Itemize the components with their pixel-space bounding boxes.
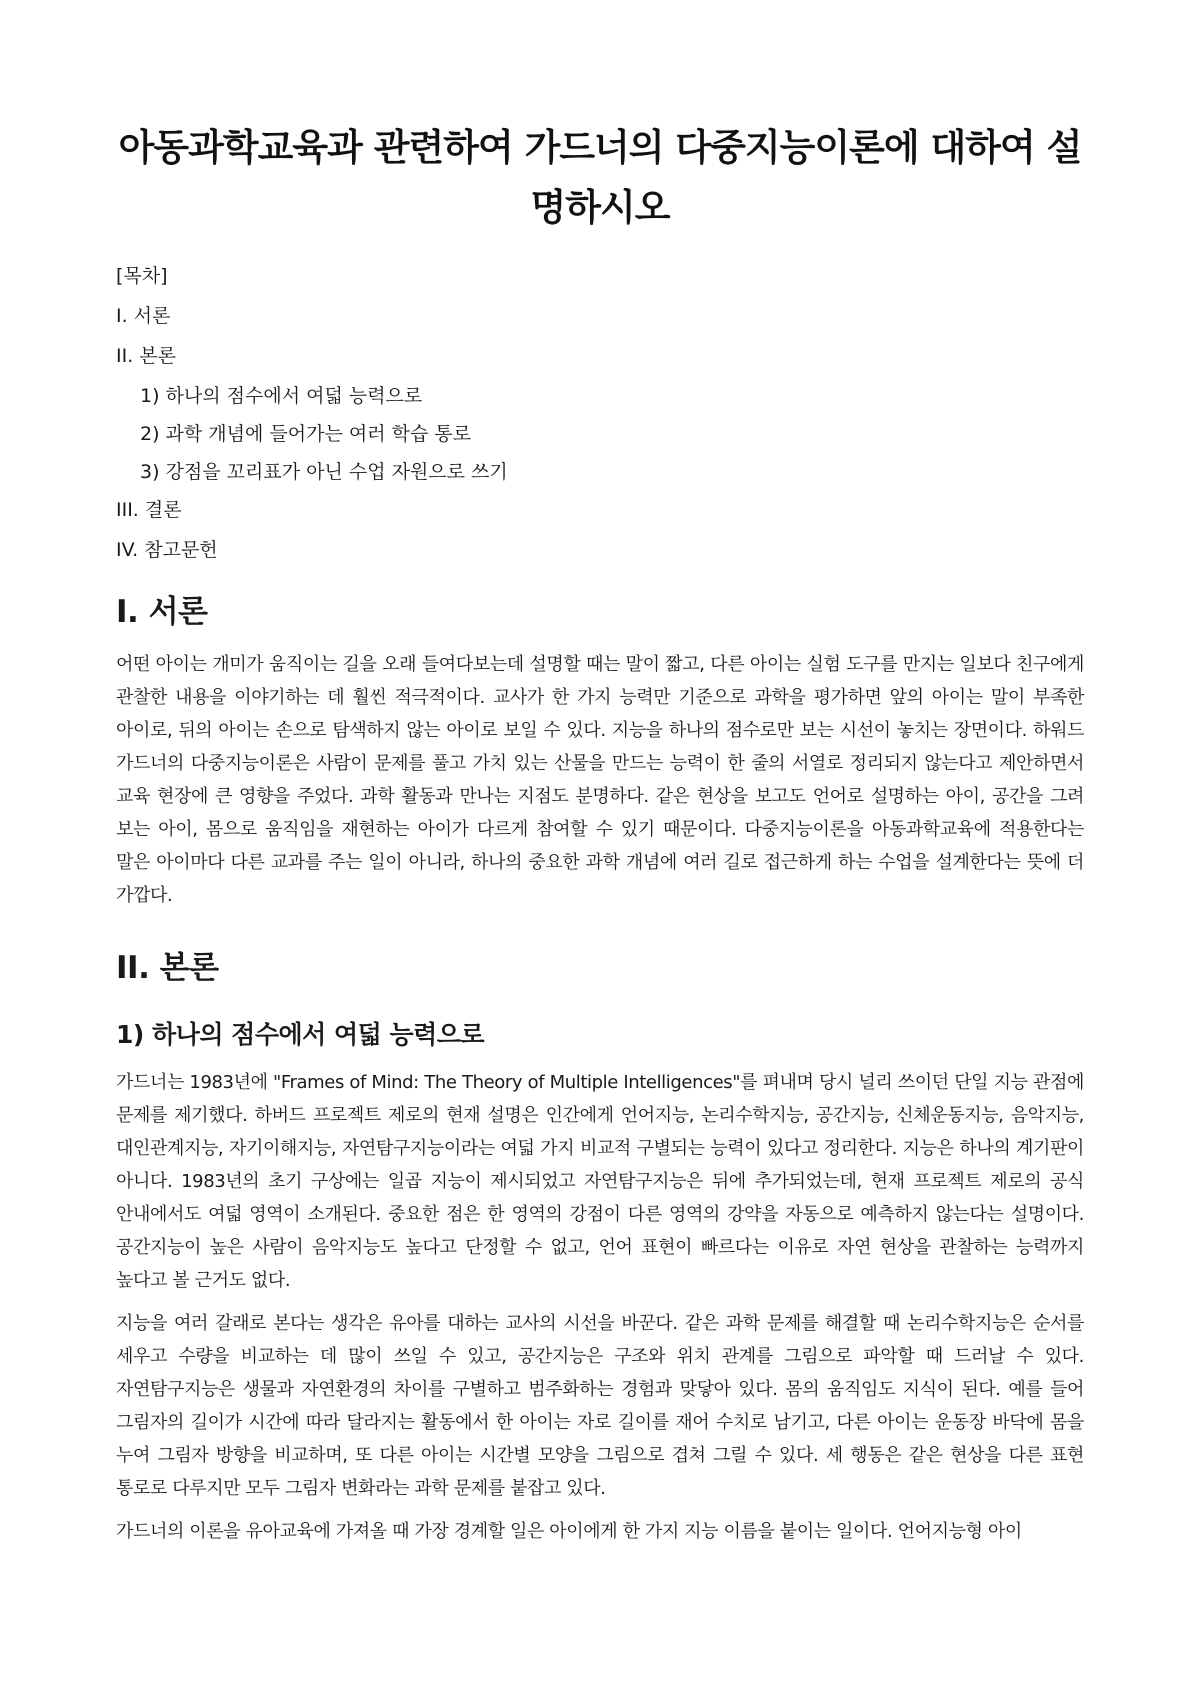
- toc-item-body-2: 2) 과학 개념에 들어가는 여러 학습 통로: [140, 423, 472, 445]
- toc-item-body-3: 3) 강점을 꼬리표가 아닌 수업 자원으로 쓰기: [140, 461, 508, 483]
- body-paragraph: 가드너는 1983년에 "Frames of Mind: The Theory of Multiple Intelligences"를 펴내며 당시 널리 쓰이던 단일 지능 관점에 문제를 제기했다. 하버드 프로젝트 제로의 현재 설명은 인간에게 언어지능, 논리수학지능, 공간지능, 신체운동지능, 음악지능, 대인관계지능, 자기이해지능, 자연탐구지능이라는 여덟 가지 비교적 구별되는 능력이 있다고 정리한다. 지능은 하나의 계기판이 아니다. 1983년의 초기 구상에는 일곱 지능이 제시되었고 자연탐구지능은 뒤에 추가되었는데, 현재 프로젝트 제로의 공식 안내에서도 여덟 영역이 소개된다. 중요한 점은 한 영역의 강점이 다른 영역의 강약을 자동으로 예측하지 않는다는 설명이다. 공간지능이 높은 사람이 음악지능도 높다고 단정할 수 없고, 언어 표현이 빠르다는 이유로 자연 현상을 관찰하는 능력까지 높다고 볼 근거도 없다.: [116, 1072, 1084, 1291]
- toc-item-body: II. 본론: [116, 345, 176, 367]
- table-of-contents: [116, 264, 1084, 562]
- body-paragraph: 지능을 여러 갈래로 본다는 생각은 유아를 대하는 교사의 시선을 바꾼다. 같은 과학 문제를 해결할 때 논리수학지능은 순서를 세우고 수량을 비교하는 데 많이 쓰일 수 있고, 공간지능은 구조와 위치 관계를 그림으로 파악할 때 드러날 수 있다. 자연탐구지능은 생물과 자연환경의 차이를 구별하고 범주화하는 경험과 맞닿아 있다. 몸의 움직임도 지식이 된다. 예를 들어 그림자의 길이가 시간에 따라 달라지는 활동에서 한 아이는 자로 길이를 재어 수치로 남기고, 다른 아이는 운동장 바닥에 몸을 누여 그림자 방향을 비교하며, 또 다른 아이는 시간별 모양을 그림으로 겹쳐 그릴 수 있다. 세 행동은 같은 현상을 다른 표현 통로로 다루지만 모두 그림자 변화라는 과학 문제를 붙잡고 있다.: [116, 1313, 1084, 1499]
- section-heading-body: II. 본론: [116, 950, 219, 986]
- document-title: 아동과학교육과 관련하여 가드너의 다중지능이론에 대하여 설명하시오: [118, 126, 1082, 229]
- toc-item-references: IV. 참고문헌: [116, 539, 218, 561]
- toc-heading: [목차]: [116, 265, 168, 287]
- toc-item-conclusion: III. 결론: [116, 499, 182, 521]
- section-heading-intro: I. 서론: [116, 594, 208, 630]
- body-paragraph: 가드너의 이론을 유아교육에 가져올 때 가장 경계할 일은 아이에게 한 가지 지능 이름을 붙이는 일이다. 언어지능형 아이: [116, 1521, 1022, 1542]
- toc-item-intro: I. 서론: [116, 305, 171, 327]
- toc-item-body-1: 1) 하나의 점수에서 여덟 능력으로: [140, 385, 423, 407]
- subsection-heading-1: 1) 하나의 점수에서 여덟 능력으로: [116, 1020, 485, 1049]
- document-page: [116, 0, 1084, 1558]
- intro-paragraph: 어떤 아이는 개미가 움직이는 길을 오래 들여다보는데 설명할 때는 말이 짧고, 다른 아이는 실험 도구를 만지는 일보다 친구에게 관찰한 내용을 이야기하는 데 훨씬 적극적이다. 교사가 한 가지 능력만 기준으로 과학을 평가하면 앞의 아이는 말이 부족한 아이로, 뒤의 아이는 손으로 탐색하지 않는 아이로 보일 수 있다. 지능을 하나의 점수로만 보는 시선이 놓치는 장면이다. 하워드 가드너의 다중지능이론은 사람이 문제를 풀고 가치 있는 산물을 만드는 능력이 한 줄의 서열로 정리되지 않는다고 제안하면서 교육 현장에 큰 영향을 주었다. 과학 활동과 만나는 지점도 분명하다. 같은 현상을 보고도 언어로 설명하는 아이, 공간을 그려 보는 아이, 몸으로 움직임을 재현하는 아이가 다르게 참여할 수 있기 때문이다. 다중지능이론을 아동과학교육에 적용한다는 말은 아이마다 다른 교과를 주는 일이 아니라, 하나의 중요한 과학 개념에 여러 길로 접근하게 하는 수업을 설계한다는 뜻에 더 가깝다.: [116, 654, 1084, 906]
